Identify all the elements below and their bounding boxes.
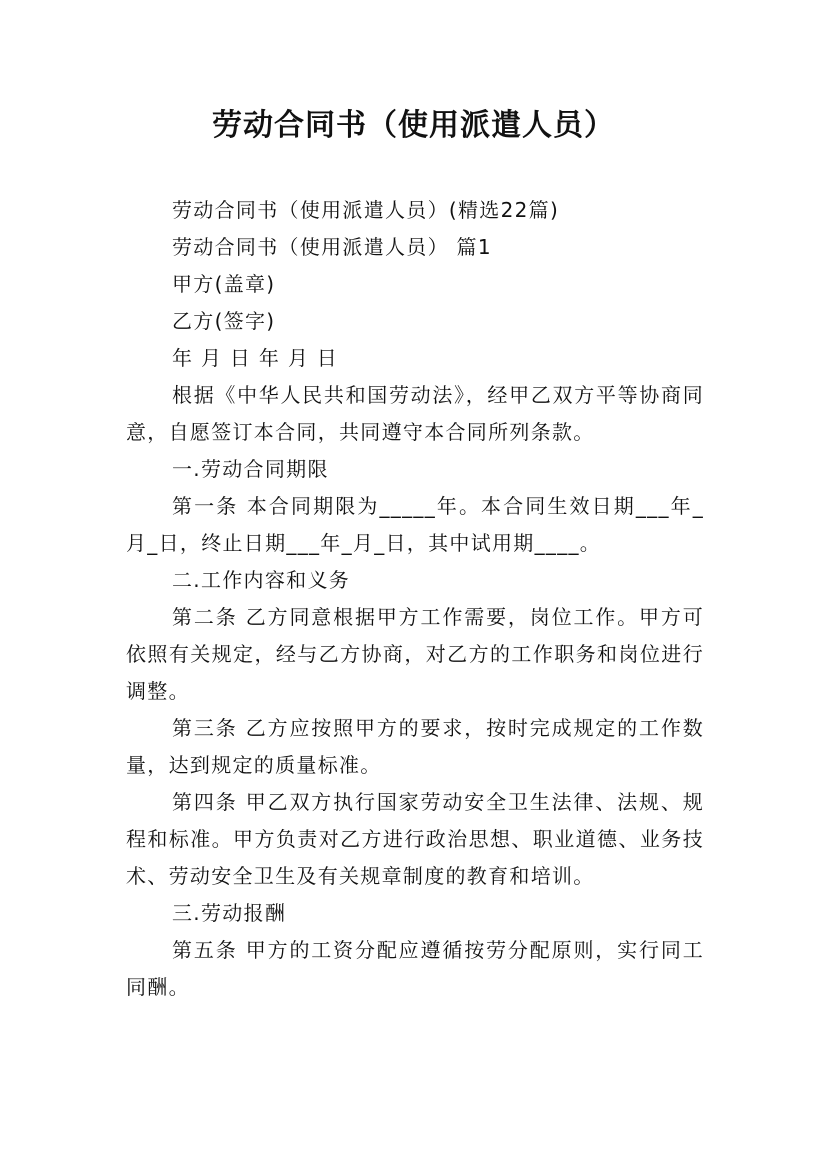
paragraph-heading-term: 一.劳动合同期限 bbox=[172, 457, 329, 481]
paragraph-party-a: 甲方(盖章) bbox=[172, 272, 276, 296]
paragraph-party-b: 乙方(签字) bbox=[172, 309, 276, 333]
paragraph-section-heading: 劳动合同书（使用派遣人员） 篇1 bbox=[172, 235, 492, 259]
document-title: 劳动合同书（使用派遣人员） bbox=[212, 108, 615, 143]
document-body bbox=[126, 192, 704, 1006]
paragraph-preamble: 根据《中华人民共和国劳动法》，经甲乙双方平等协商同意，自愿签订本合同，共同遵守本合同所列条款。 bbox=[126, 383, 704, 444]
paragraph-article-4: 第四条 甲乙双方执行国家劳动安全卫生法律、法规、规程和标准。甲方负责对乙方进行政治思想、职业道德、业务技术、劳动安全卫生及有关规章制度的教育和培训。 bbox=[126, 790, 704, 888]
paragraph-article-3: 第三条 乙方应按照甲方的要求，按时完成规定的工作数量，达到规定的质量标准。 bbox=[126, 716, 704, 777]
paragraph-article-1: 第一条 本合同期限为_____年。本合同生效日期___年_月_日，终止日期___年_月_日，其中试用期____。 bbox=[126, 494, 704, 555]
paragraph-article-5: 第五条 甲方的工资分配应遵循按劳分配原则，实行同工同酬。 bbox=[126, 938, 704, 999]
paragraph-article-2: 第二条 乙方同意根据甲方工作需要，岗位工作。甲方可依照有关规定，经与乙方协商，对乙方的工作职务和岗位进行调整。 bbox=[126, 605, 704, 703]
paragraph-heading-pay: 三.劳动报酬 bbox=[172, 901, 287, 925]
paragraph-subtitle: 劳动合同书（使用派遣人员）(精选22篇) bbox=[172, 198, 560, 222]
paragraph-date-line: 年 月 日 年 月 日 bbox=[172, 346, 339, 370]
paragraph-heading-duties: 二.工作内容和义务 bbox=[172, 568, 351, 592]
